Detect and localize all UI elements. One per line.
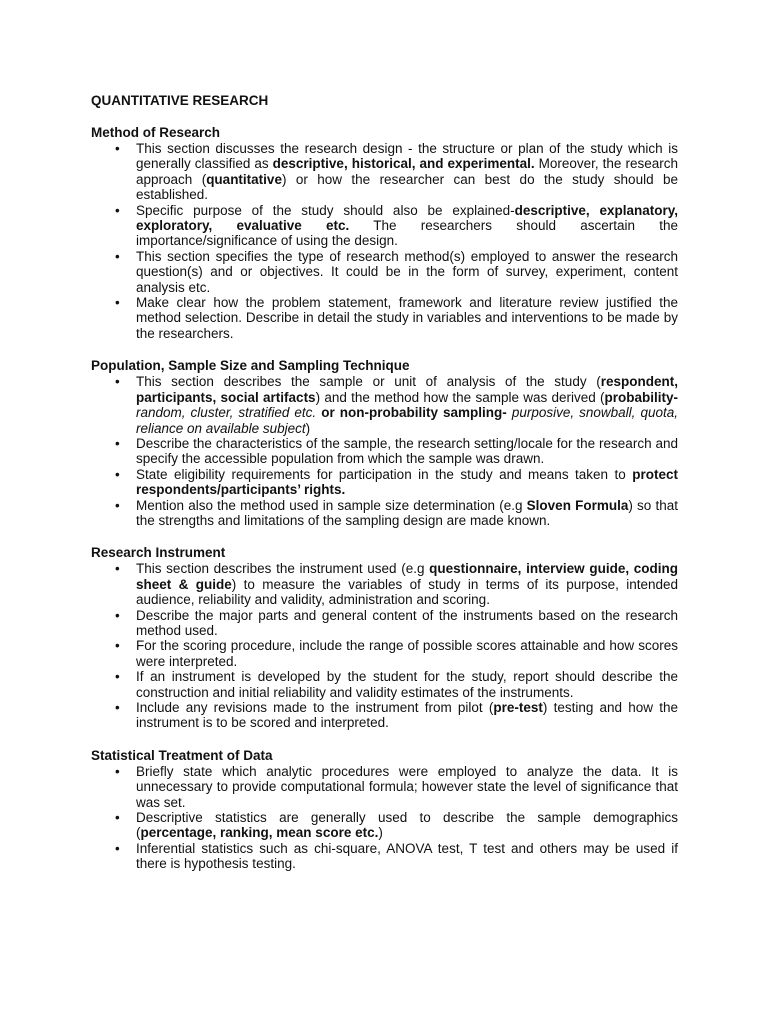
- section-heading: Population, Sample Size and Sampling Technique: [91, 358, 410, 374]
- bullet-list: [91, 561, 678, 730]
- text-run: This section specifies the type of research method(s) employed to answer the research question(s) and or objectives. It could be in the form of survey, experiment, content analysis etc.: [136, 248, 678, 295]
- bold-text: or non-probability sampling-: [316, 405, 507, 421]
- bold-text: questionnaire, interview guide, coding sheet & guide: [136, 561, 678, 592]
- bullet-item: [91, 374, 678, 436]
- section-population-sample: [91, 358, 678, 528]
- text-run: ): [378, 825, 383, 841]
- text-run: This section describes the instrument used (e.g: [136, 561, 430, 577]
- text-run: Make clear how the problem statement, framework and literature review justified the method selection. Describe in detail the study in variables and interventions to be made by the researchers.: [136, 295, 678, 341]
- text-run: Specific purpose of the study should also be explained-: [136, 202, 515, 218]
- section-heading: Statistical Treatment of Data: [91, 747, 273, 763]
- bullet-item: [91, 561, 678, 607]
- text-run: This section discusses the research design - the structure or plan of the study which is generally classified as: [136, 141, 678, 172]
- text-run: Moreover, the research approach (: [136, 156, 678, 187]
- bullet-item: [91, 608, 678, 639]
- text-run: ) testing and how the instrument is to be scored and interpreted.: [136, 700, 678, 731]
- text-run: Briefly state which analytic procedures were employed to analyze the data. It is unnecessary to provide computational formula; however state the level of significance that was set.: [136, 763, 678, 810]
- section-heading: Method of Research: [91, 125, 221, 140]
- text-run: Describe the characteristics of the sample, the research setting/locale for the research and specify the accessible population from which the sample was drawn.: [136, 435, 678, 467]
- bullet-item: [91, 841, 678, 872]
- bullet-item: [91, 436, 678, 467]
- italic-text: purposive, snowball, quota, reliance on available subject: [136, 405, 679, 436]
- italic-text: random, cluster, stratified etc.: [136, 405, 317, 421]
- bullet-item: [91, 467, 678, 498]
- bold-text: quantitative: [206, 171, 282, 187]
- text-run: ) or how the researcher can best do the study should be established.: [136, 171, 678, 203]
- text-run: Include any revisions made to the instrument from pilot (: [136, 700, 494, 715]
- text-run: ): [305, 420, 311, 436]
- bold-text: respondent, participants, social artifacts: [136, 374, 678, 405]
- bullet-item: [91, 141, 678, 203]
- bold-text: Sloven Formula: [526, 497, 629, 513]
- document-title: QUANTITATIVE RESEARCH: [91, 93, 269, 108]
- bold-text: descriptive, explanatory, exploratory, evaluative etc.: [136, 202, 678, 234]
- text-run: Describe the major parts and general content of the instruments based on the research method used.: [136, 607, 678, 638]
- text-run: ) to measure the variables of study in terms of its purpose, intended audience, reliability and validity, administration and scoring.: [136, 576, 678, 608]
- bullet-list: [91, 141, 678, 341]
- bullet-item: [91, 764, 678, 810]
- bullet-list: [91, 374, 678, 528]
- bullet-item: [91, 810, 678, 841]
- bullet-item: [91, 295, 678, 341]
- section-research-instrument: [91, 545, 678, 730]
- text-run: This section describes the sample or unit of analysis of the study (: [136, 374, 601, 390]
- text-run: The researchers should ascertain the importance/significance of using the design.: [136, 218, 678, 249]
- section-statistical-treatment: [91, 748, 678, 872]
- bold-text: pre-test: [493, 700, 543, 715]
- text-run: ) so that the strengths and limitations of the sampling design are made known.: [136, 497, 678, 528]
- text-run: If an instrument is developed by the student for the study, report should describe the construction and initial reliability and validity estimates of the instruments.: [136, 669, 678, 700]
- section-method-of-research: [91, 125, 678, 341]
- bullet-item: [91, 498, 678, 529]
- text-run: Inferential statistics such as chi-square, ANOVA test, T test and others may be used if there is hypothesis testing.: [136, 840, 678, 872]
- bullet-list: [91, 764, 678, 872]
- text-run: Descriptive statistics are generally used to describe the sample demographics (: [136, 810, 678, 841]
- bold-text: probability-: [604, 389, 678, 405]
- section-heading: Research Instrument: [91, 545, 226, 561]
- bold-text: protect respondents/participants’ rights.: [136, 466, 678, 498]
- text-run: For the scoring procedure, include the range of possible scores attainable and how scores were interpreted.: [136, 638, 678, 669]
- bullet-item: [91, 203, 678, 249]
- text-run: Mention also the method used in sample size determination (e.g: [136, 497, 527, 513]
- bullet-item: [91, 249, 678, 295]
- text-run: ) and the method how the sample was derived (: [315, 389, 605, 405]
- bullet-item: [91, 700, 678, 731]
- bold-text: descriptive, historical, and experimental.: [272, 156, 535, 172]
- bullet-item: [91, 669, 678, 700]
- text-run: State eligibility requirements for participation in the study and means taken to: [136, 466, 633, 482]
- bullet-item: [91, 638, 678, 669]
- bold-text: percentage, ranking, mean score etc.: [140, 825, 379, 841]
